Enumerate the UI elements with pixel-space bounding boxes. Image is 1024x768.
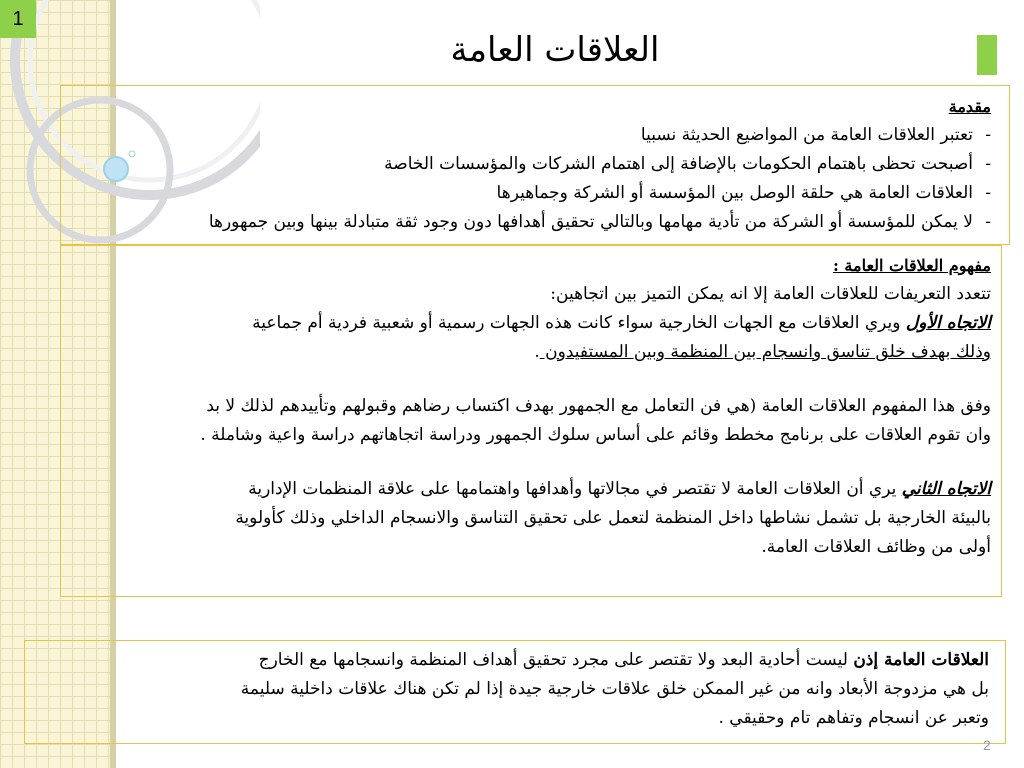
intro-item: - أصبحت تحظى باهتمام الحكومات بالإضافة إلى اهتمام الشركات والمؤسسات الخاصة xyxy=(384,154,991,174)
page-title: العلاقات العامة xyxy=(450,30,660,70)
intro-item: - تعتبر العلاقات العامة من المواضيع الحديثة نسبيا xyxy=(640,125,991,145)
summary-line: بل هي مزدوجة الأبعاد وانه من غير الممكن خلق علاقات خارجية جيدة إذا لم تكن هناك علاقات داخلية سليمة xyxy=(240,679,989,699)
concept-intro-line: تتعدد التعريفات للعلاقات العامة إلا انه يمكن التميز بين اتجاهين: xyxy=(550,284,991,304)
page-number: 2 xyxy=(983,737,991,753)
concept-heading: مفهوم العلاقات العامة : xyxy=(832,256,991,275)
accent-bar xyxy=(977,35,997,75)
summary-lead: العلاقات العامة إذن xyxy=(853,650,989,670)
intro-heading: مقدمة xyxy=(948,97,991,116)
intro-box xyxy=(60,85,1010,245)
summary-box xyxy=(24,640,1006,744)
first-approach: الاتجاه الأول ويري العلاقات مع الجهات الخارجية سواء كانت هذه الجهات رسمية أو شعبية فردية أم جماعية xyxy=(252,313,991,333)
intro-item: - العلاقات العامة هي حلقة الوصل بين المؤسسة أو الشركة وجماهيرها xyxy=(496,183,991,203)
second-approach-continued: أولى من وظائف العلاقات العامة. xyxy=(761,537,991,557)
first-approach-label: الاتجاه الأول xyxy=(905,313,991,333)
slide-number-badge: 1 xyxy=(0,0,36,38)
second-approach: الاتجاه الثاني يري أن العلاقات العامة لا تقتصر في مجالاتها وأهدافها واهتمامها على علاقة المنظمات الإدارية xyxy=(248,479,991,499)
second-approach-continued: بالبيئة الخارجية بل تشمل نشاطها داخل المنظمة لتعمل على تحقيق التناسق والانسجام الداخلي وذلك كأولوية xyxy=(235,508,991,528)
second-approach-label: الاتجاه الثاني xyxy=(901,479,991,499)
summary-line: العلاقات العامة إذن ليست أحادية البعد ولا تقتصر على مجرد تحقيق أهداف المنظمة وانسجامها مع الخارج xyxy=(258,650,989,670)
concept-paragraph: وان تقوم العلاقات على برنامج مخطط وقائم على أساس سلوك الجمهور ودراسة اتجاهاتهم دراسة واعية وشاملة . xyxy=(200,425,991,445)
first-approach-continued: وذلك بهدف خلق تناسق وانسجام بين المنظمة وبين المستفيدون . xyxy=(534,342,991,362)
summary-line: وتعبر عن انسجام وتفاهم تام وحقيقي . xyxy=(718,708,989,728)
intro-item: - لا يمكن للمؤسسة أو الشركة من تأدية مهامها وبالتالي تحقيق أهدافها دون وجود ثقة متبادلة بينها وبين جمهورها xyxy=(208,212,991,232)
concept-paragraph: وفق هذا المفهوم العلاقات العامة (هي فن التعامل مع الجمهور بهدف اكتساب رضاهم وقبولهم وتأييدهم لذلك لا بد xyxy=(206,396,991,416)
concept-box xyxy=(60,245,1002,597)
